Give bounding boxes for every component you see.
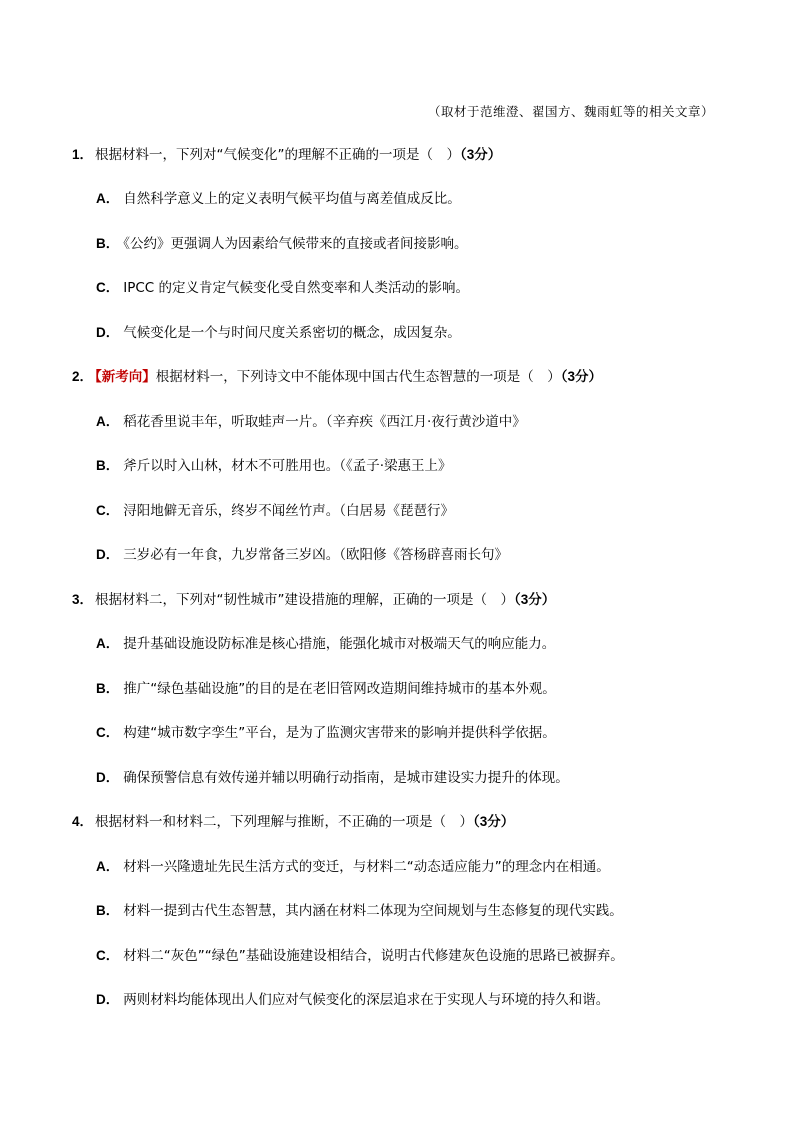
option-letter: D． (96, 547, 120, 562)
question-score: （3分） (473, 814, 515, 829)
option-text: 提升基础设施设防标准是核心措施，能强化城市对极端天气的响应能力。 (123, 636, 556, 652)
option-letter: C． (96, 503, 120, 518)
question-4-option-c (96, 947, 624, 965)
option-text: 构建“城市数字孪生”平台，是为了监测灾害带来的影响并提供科学依据。 (123, 725, 556, 741)
option-text: 材料一提到古代生态智慧，其内涵在材料二体现为空间规划与生态修复的现代实践。 (123, 903, 623, 919)
option-letter: C． (96, 725, 120, 740)
option-letter: B． (96, 903, 120, 918)
question-1-option-b (96, 235, 468, 253)
question-3-option-b (96, 680, 556, 698)
option-text: 稻花香里说丰年，听取蛙声一片。（辛弃疾《西江月·夜行黄沙道中》 (123, 414, 526, 430)
question-2-stem (72, 368, 602, 386)
option-letter: B． (96, 681, 120, 696)
question-4-option-b (96, 902, 623, 920)
question-score: （3分） (514, 592, 556, 607)
option-text: IPCC 的定义肯定气候变化受自然变率和人类活动的影响。 (123, 280, 470, 296)
question-text: 根据材料一，下列对“气候变化”的理解不正确的一项是（ ） (95, 147, 461, 163)
question-2-option-c (96, 502, 454, 520)
question-3-option-d (96, 769, 569, 787)
option-text: 材料二“灰色”“绿色”基础设施建设相结合，说明古代修建灰色设施的思路已被摒弃。 (123, 948, 624, 964)
option-letter: B． (96, 458, 120, 473)
question-3-option-a (96, 635, 555, 653)
option-letter: A． (96, 859, 120, 874)
question-score: （3分） (460, 147, 502, 162)
question-3-option-c (96, 724, 556, 742)
question-score: （3分） (560, 369, 603, 384)
option-letter: C． (96, 280, 120, 295)
question-2-option-b (96, 457, 452, 475)
question-number: 1． (72, 147, 94, 162)
option-text: 材料一兴隆遗址先民生活方式的变迁，与材料二“动态适应能力”的理念内在相通。 (123, 859, 610, 875)
question-4-option-a (96, 858, 610, 876)
option-text: 推广“绿色基础设施”的目的是在老旧管网改造期间维持城市的基本外观。 (123, 681, 556, 697)
question-text: 根据材料二，下列对“韧性城市”建设措施的理解，正确的一项是（ ） (95, 592, 515, 608)
option-letter: A． (96, 636, 120, 651)
question-1-stem (72, 146, 501, 164)
question-2-option-d (96, 546, 508, 564)
option-letter: D． (96, 992, 120, 1007)
source-citation: （取材于范维澄、翟国方、魏雨虹等的相关文章） (427, 104, 714, 119)
option-text: 确保预警信息有效传递并辅以明确行动指南，是城市建设实力提升的体现。 (123, 770, 569, 786)
option-letter: C． (96, 948, 120, 963)
question-1-option-d (96, 324, 461, 342)
option-letter: A． (96, 191, 120, 206)
option-text: 浔阳地僻无音乐，终岁不闻丝竹声。（白居易《琵琶行》 (123, 503, 454, 519)
option-letter: A． (96, 414, 120, 429)
option-letter: D． (96, 770, 120, 785)
question-text: 根据材料一和材料二，下列理解与推断，不正确的一项是（ ） (95, 814, 474, 830)
option-text: 《公约》更强调人为因素给气候带来的直接或者间接影响。 (123, 236, 468, 252)
option-letter: D． (96, 325, 120, 340)
question-2-option-a (96, 413, 526, 431)
question-tag: 【新考向】 (95, 369, 156, 385)
option-text: 斧斤以时入山林，材木不可胜用也。（《孟子·梁惠王上》 (123, 458, 452, 474)
question-number: 2． (72, 369, 94, 384)
question-number: 3． (72, 592, 94, 607)
question-4-stem (72, 813, 514, 831)
question-number: 4． (72, 814, 94, 829)
question-1-option-a (96, 190, 461, 208)
option-text: 两则材料均能体现出人们应对气候变化的深层追求在于实现人与环境的持久和谐。 (123, 992, 610, 1008)
question-1-option-c (96, 279, 469, 297)
option-text: 三岁必有一年食，九岁常备三岁凶。（欧阳修《答杨辟喜雨长句》 (123, 547, 508, 563)
option-letter: B． (96, 236, 120, 251)
question-4-option-d (96, 991, 609, 1009)
question-3-stem (72, 591, 555, 609)
option-text: 气候变化是一个与时间尺度关系密切的概念，成因复杂。 (123, 325, 461, 341)
question-text: 根据材料一，下列诗文中不能体现中国古代生态智慧的一项是（ ） (155, 369, 561, 385)
option-text: 自然科学意义上的定义表明气候平均值与离差值成反比。 (123, 191, 461, 207)
